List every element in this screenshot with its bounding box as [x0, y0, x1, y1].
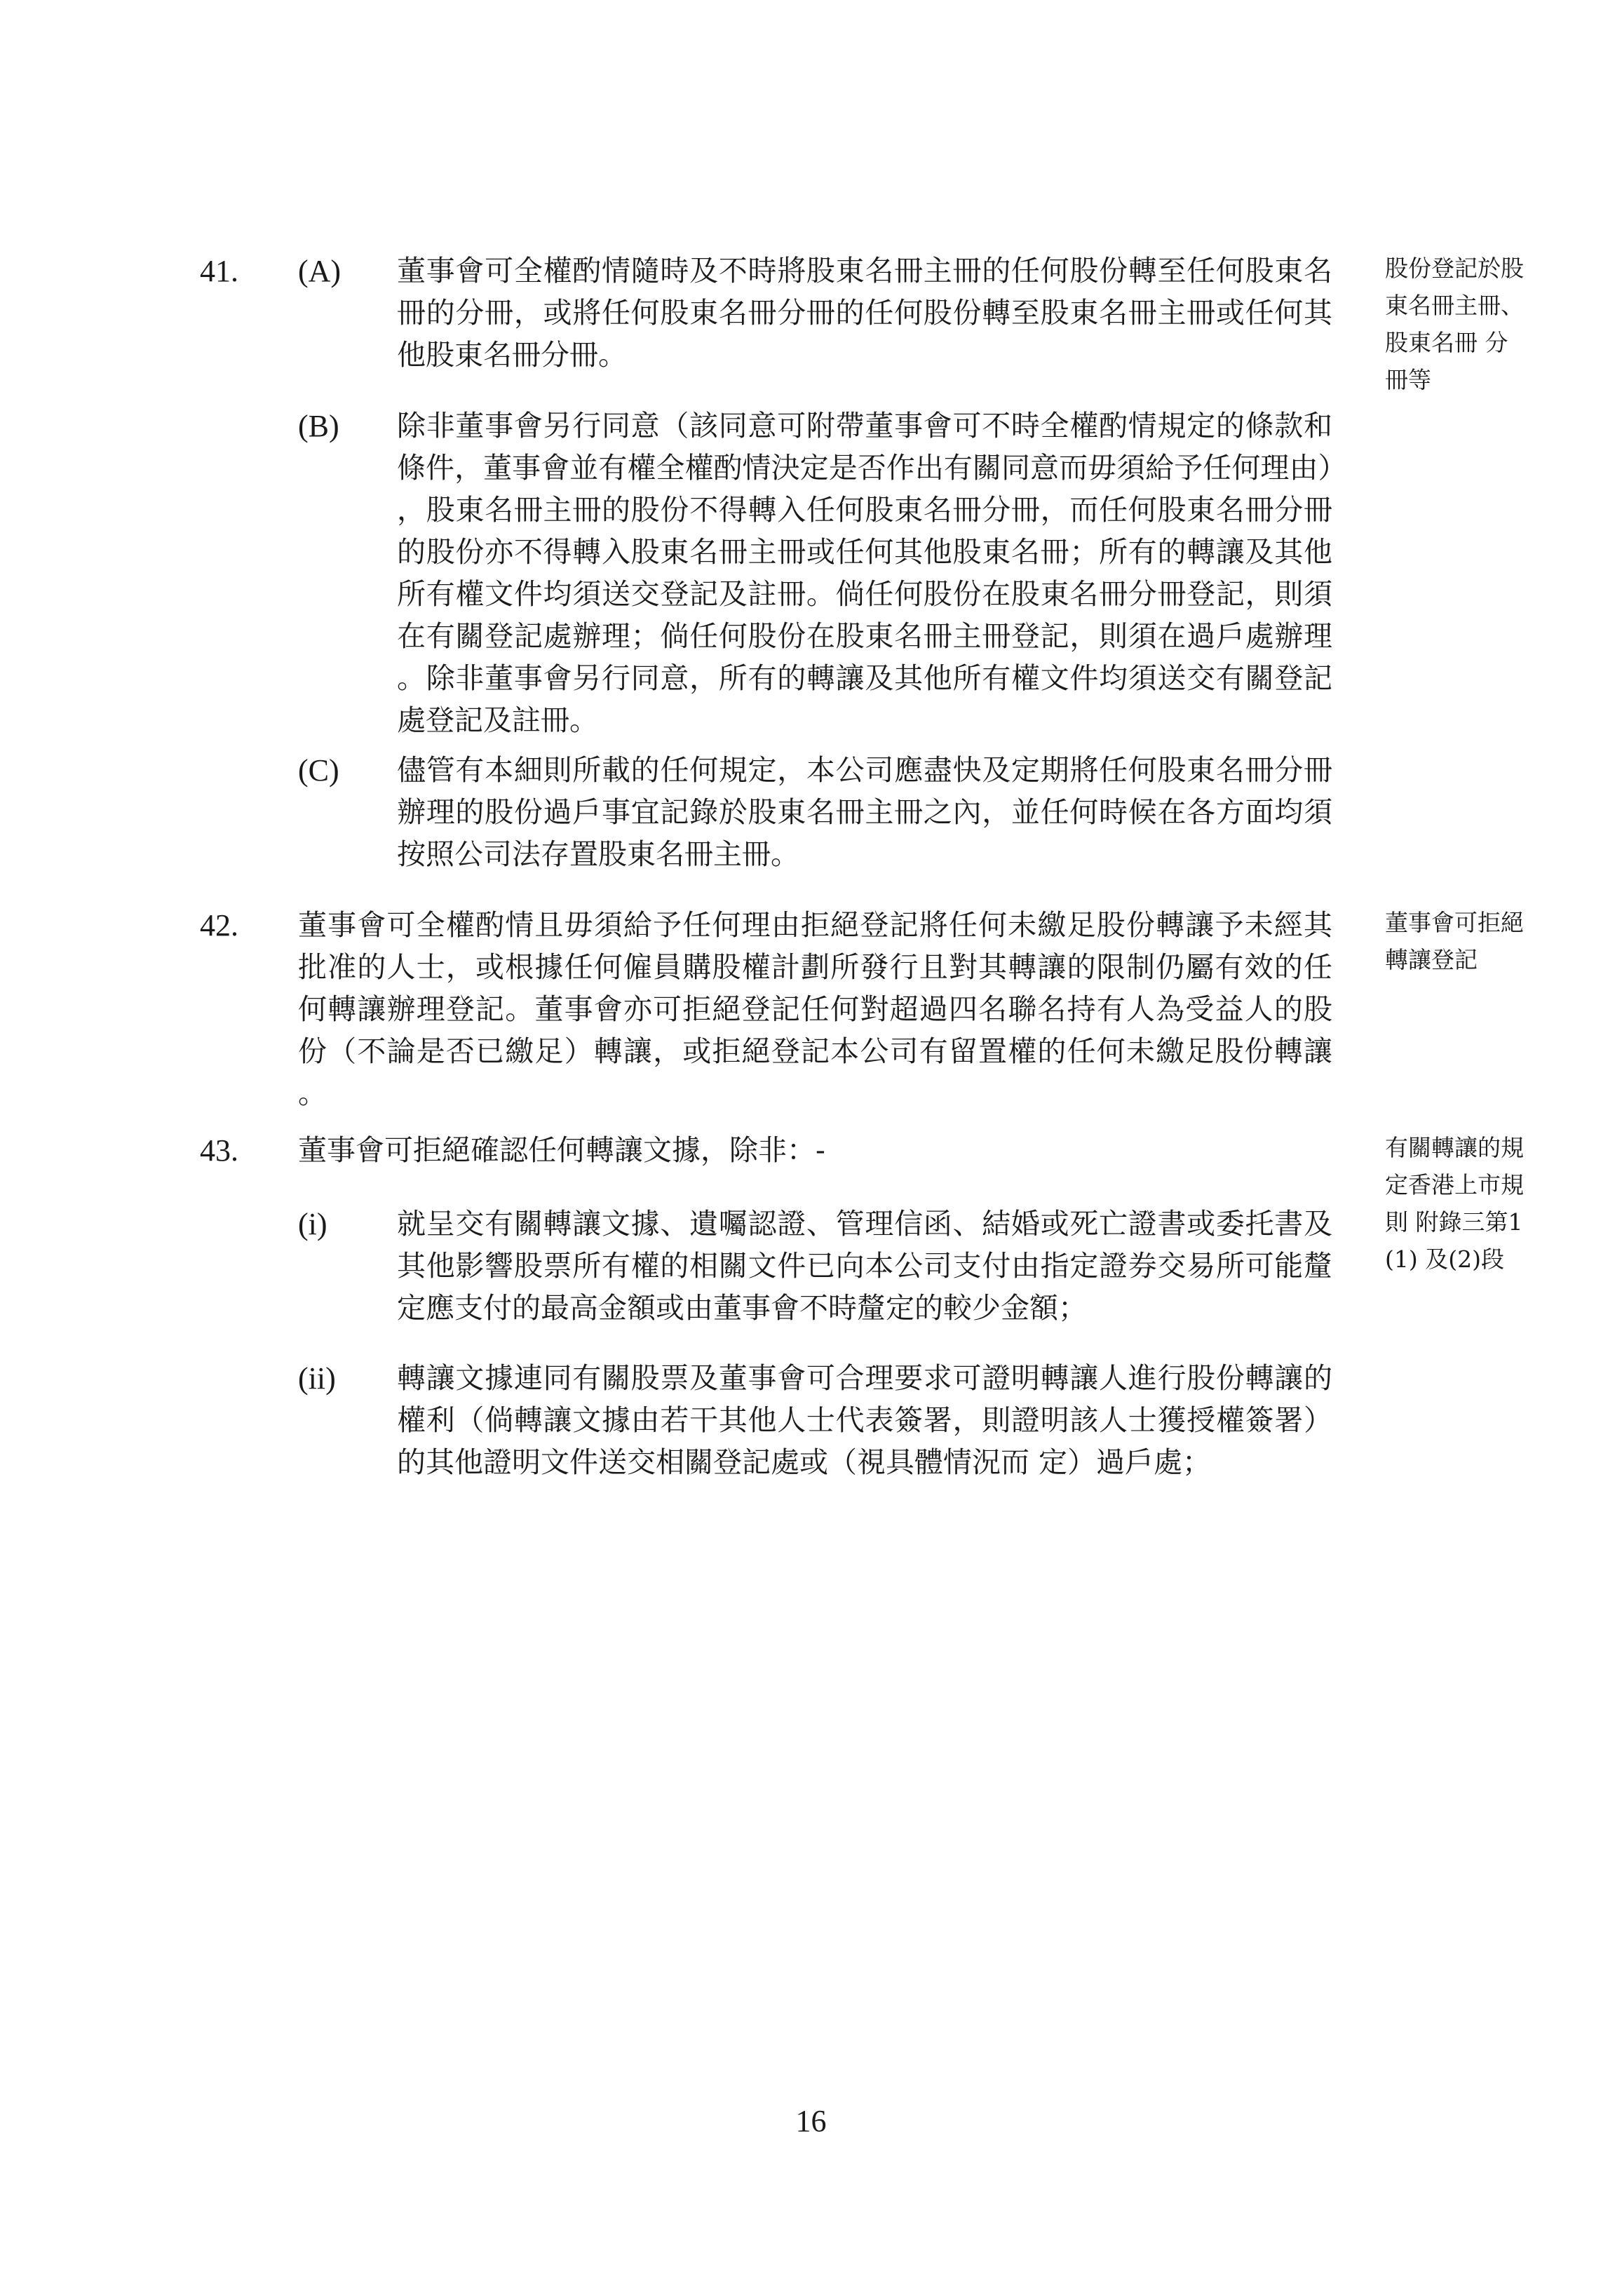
page-number: 16 [795, 2104, 827, 2138]
article-41-b-text: 除非董事會另行同意（該同意可附帶董事會可不時全權酌情規定的條款和條件，董事會並有權全權酌情決定是否作出有關同意而毋須給予任何理由），股東名冊主冊的股份不得轉入任何股東名冊分冊，而任何股東名冊分冊的股份亦不得轉入股東名冊主冊或任何其他股東名冊；所有的轉讓及其他所有權文件均須送交登記及註冊。倘任何股份在股東名冊分冊登記，則須在有關登記處辦理；倘任何股份在股東名冊主冊登記，則須在過戶處辦理。除非董事會另行同意，所有的轉讓及其他所有權文件均須送交有關登記處登記及註冊。 [397, 409, 1332, 737]
article-43-ii-text: 轉讓文據連同有關股票及董事會可合理要求可證明轉讓人進行股份轉讓的權利（倘轉讓文據由若干其他人士代表簽署，則證明該人士獲授權簽署）的其他證明文件送交相關登記處或（視具體情況而 定）過戶處； [397, 1361, 1332, 1479]
article-42-side-note: 董事會可拒絕 轉讓登記 [1385, 909, 1524, 973]
article-42-number: 42. [200, 908, 238, 943]
article-41-a-text: 董事會可全權酌情隨時及不時將股東名冊主冊的任何股份轉至任何股東名冊的分冊，或將任何股東名冊分冊的任何股份轉至股東名冊主冊或任何其他股東名冊分冊。 [397, 254, 1332, 372]
article-42-text: 董事會可全權酌情且毋須給予任何理由拒絕登記將任何未繳足股份轉讓予未經其批准的人士，或根據任何僱員購股權計劃所發行且對其轉讓的限制仍屬有效的任何轉讓辦理登記。董事會亦可拒絕登記任何對超過四名聯名持有人為受益人的股份（不論是否已繳足）轉讓，或拒絕登記本公司有留置權的任何未繳足股份轉讓。 [298, 908, 1332, 1110]
article-43-i-text: 就呈交有關轉讓文據、遺囑認證、管理信函、結婚或死亡證書或委托書及其他影響股票所有權的相關文件已向本公司支付由指定證券交易所可能釐定應支付的最高金額或由董事會不時釐定的較少金額； [397, 1207, 1332, 1325]
article-43-ii-label: (ii) [298, 1361, 336, 1396]
article-43-side-note: 有關轉讓的規定香港上市規則 附錄三第1(1) 及(2)段 [1385, 1134, 1524, 1273]
article-41-a-label: (A) [298, 254, 342, 288]
article-41-number: 41. [200, 254, 238, 288]
article-41-b-label: (B) [298, 409, 339, 443]
article-43-i-label: (i) [298, 1207, 327, 1241]
article-41-c-text: 儘管有本細則所載的任何規定，本公司應盡快及定期將任何股東名冊分冊辦理的股份過戶事宜記錄於股東名冊主冊之內，並任何時候在各方面均須按照公司法存置股東名冊主冊。 [397, 753, 1332, 871]
article-41-side-note: 股份登記於股東名冊主冊、 股東名冊 分冊等 [1385, 255, 1524, 393]
article-43-number: 43. [200, 1133, 238, 1168]
article-43-text: 董事會可拒絕確認任何轉讓文據，除非：- [298, 1133, 825, 1167]
article-41-c-label: (C) [298, 753, 339, 788]
